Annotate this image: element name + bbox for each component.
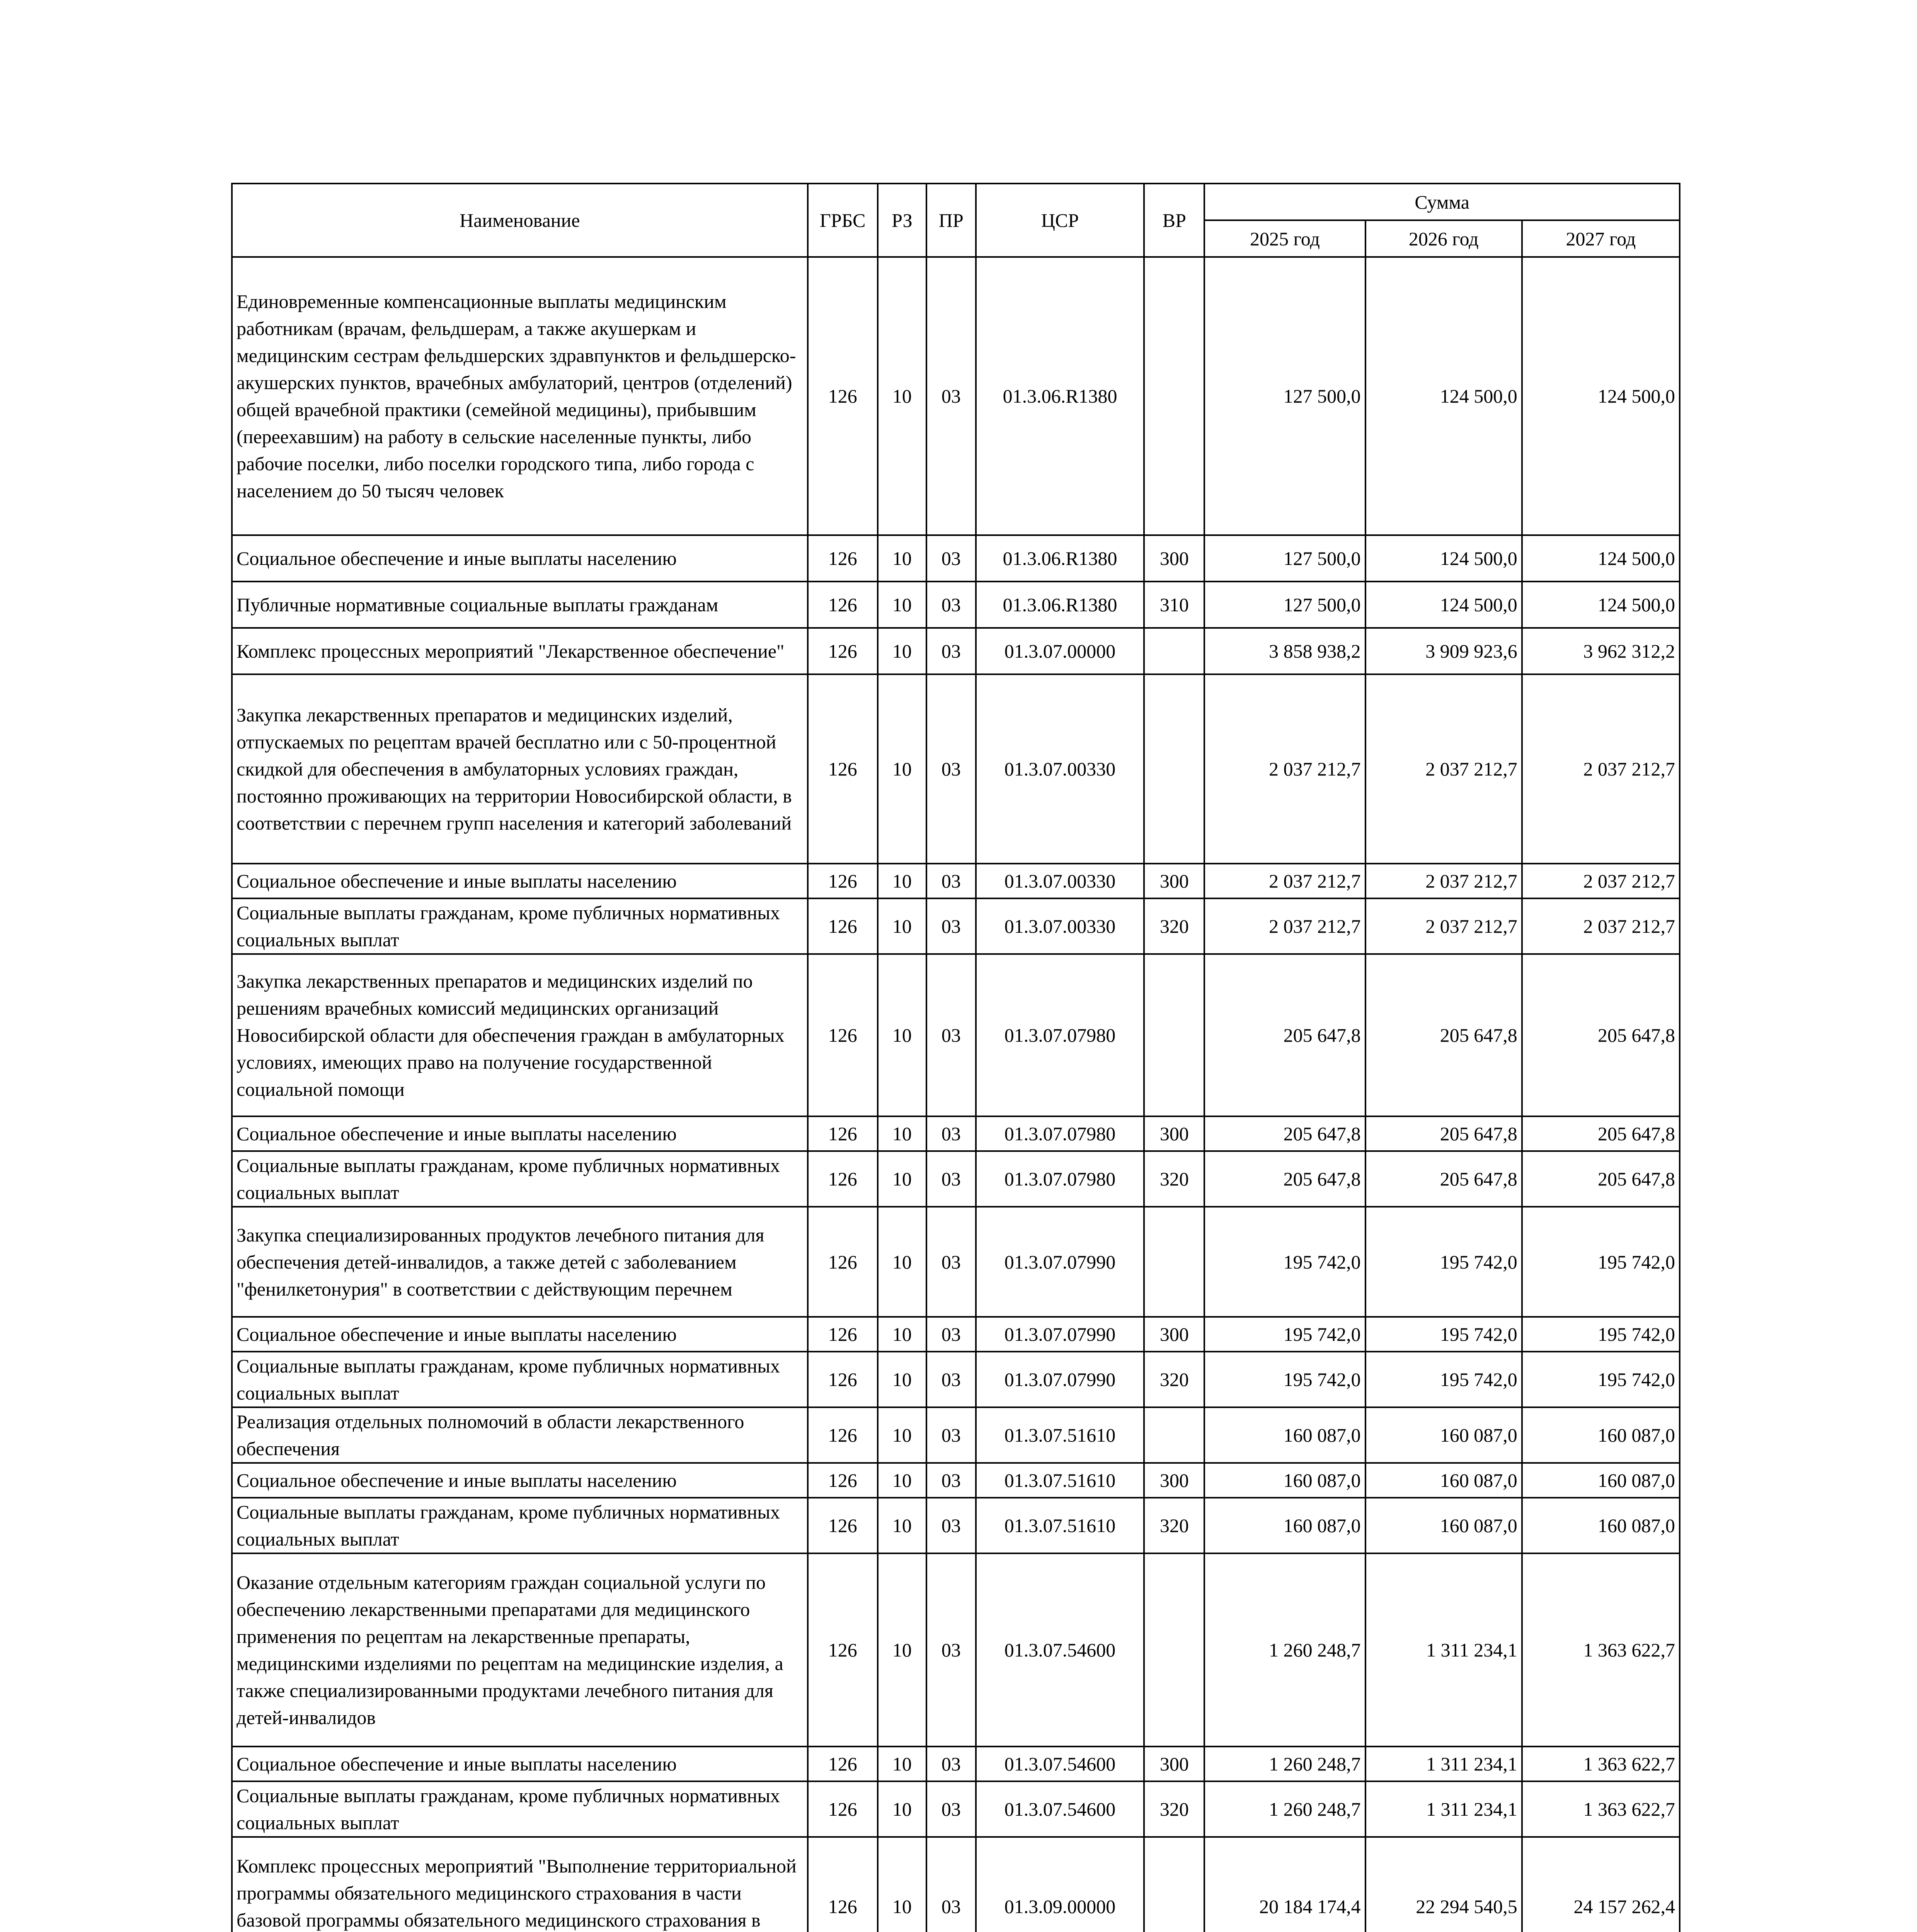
row-pr: 03 — [926, 898, 976, 954]
table-header — [232, 184, 1680, 257]
table-row — [232, 1747, 1680, 1781]
header-sum: Сумма — [1204, 184, 1680, 220]
row-sum-2026: 3 909 923,6 — [1365, 628, 1522, 674]
table-row — [232, 1352, 1680, 1407]
row-vr: 320 — [1144, 898, 1204, 954]
row-csr: 01.3.07.51610 — [976, 1407, 1144, 1463]
row-name: Социальное обеспечение и иные выплаты населению — [232, 535, 808, 582]
row-sum-2026: 2 037 212,7 — [1365, 864, 1522, 898]
row-vr — [1144, 1837, 1204, 1932]
row-sum-2025: 160 087,0 — [1204, 1407, 1365, 1463]
row-sum-2027: 160 087,0 — [1522, 1498, 1680, 1553]
row-sum-2027: 124 500,0 — [1522, 535, 1680, 582]
row-rz: 10 — [878, 1837, 926, 1932]
row-pr: 03 — [926, 582, 976, 628]
row-grbs: 126 — [808, 1151, 878, 1207]
row-sum-2026: 1 311 234,1 — [1365, 1781, 1522, 1837]
row-rz: 10 — [878, 1352, 926, 1407]
row-rz: 10 — [878, 1317, 926, 1352]
row-grbs: 126 — [808, 954, 878, 1116]
row-grbs: 126 — [808, 1352, 878, 1407]
row-sum-2026: 22 294 540,5 — [1365, 1837, 1522, 1932]
header-year-2027: 2027 год — [1522, 220, 1680, 257]
row-pr: 03 — [926, 1553, 976, 1747]
row-grbs: 126 — [808, 1553, 878, 1747]
row-sum-2027: 24 157 262,4 — [1522, 1837, 1680, 1932]
row-grbs: 126 — [808, 1498, 878, 1553]
row-sum-2026: 160 087,0 — [1365, 1498, 1522, 1553]
row-vr: 320 — [1144, 1352, 1204, 1407]
row-rz: 10 — [878, 1463, 926, 1498]
row-sum-2027: 1 363 622,7 — [1522, 1781, 1680, 1837]
row-grbs: 126 — [808, 582, 878, 628]
table-row — [232, 1207, 1680, 1317]
row-name: Социальное обеспечение и иные выплаты населению — [232, 864, 808, 898]
row-vr — [1144, 954, 1204, 1116]
row-sum-2027: 124 500,0 — [1522, 582, 1680, 628]
row-rz: 10 — [878, 257, 926, 535]
row-grbs: 126 — [808, 1463, 878, 1498]
header-pr: ПР — [926, 184, 976, 257]
row-vr — [1144, 1207, 1204, 1317]
row-rz: 10 — [878, 535, 926, 582]
row-sum-2027: 2 037 212,7 — [1522, 674, 1680, 864]
row-name: Закупка специализированных продуктов лечебного питания для обеспечения детей-инвалидов, а также детей с заболеванием "фенилкетонурия" в соответствии с действующим перечнем — [232, 1207, 808, 1317]
row-vr: 320 — [1144, 1498, 1204, 1553]
row-vr: 300 — [1144, 864, 1204, 898]
table-row — [232, 1837, 1680, 1932]
row-name: Социальное обеспечение и иные выплаты населению — [232, 1116, 808, 1151]
row-pr: 03 — [926, 1407, 976, 1463]
row-sum-2025: 2 037 212,7 — [1204, 898, 1365, 954]
table-row — [232, 898, 1680, 954]
row-sum-2027: 195 742,0 — [1522, 1317, 1680, 1352]
row-csr: 01.3.07.00330 — [976, 898, 1144, 954]
row-name: Единовременные компенсационные выплаты медицинским работникам (врачам, фельдшерам, а также акушеркам и медицинским сестрам фельдшерских здравпунктов и фельдшерско-акушерских пунктов, врачебных амбулаторий, центров (отделений) общей врачебной практики (семейной медицины), прибывшим (переехавшим) на работу в сельские населенные пункты, либо рабочие поселки, либо поселки городского типа, либо города с населением до 50 тысяч человек — [232, 257, 808, 535]
table-row — [232, 954, 1680, 1116]
row-pr: 03 — [926, 1747, 976, 1781]
header-grbs: ГРБС — [808, 184, 878, 257]
row-sum-2025: 160 087,0 — [1204, 1463, 1365, 1498]
row-rz: 10 — [878, 898, 926, 954]
row-sum-2026: 195 742,0 — [1365, 1317, 1522, 1352]
table-row — [232, 1463, 1680, 1498]
row-sum-2026: 124 500,0 — [1365, 535, 1522, 582]
row-csr: 01.3.07.00330 — [976, 674, 1144, 864]
row-rz: 10 — [878, 954, 926, 1116]
row-csr: 01.3.07.00000 — [976, 628, 1144, 674]
row-name: Публичные нормативные социальные выплаты гражданам — [232, 582, 808, 628]
row-csr: 01.3.07.54600 — [976, 1553, 1144, 1747]
row-rz: 10 — [878, 864, 926, 898]
row-name: Социальные выплаты гражданам, кроме публичных нормативных социальных выплат — [232, 1498, 808, 1553]
row-pr: 03 — [926, 1837, 976, 1932]
row-sum-2026: 195 742,0 — [1365, 1352, 1522, 1407]
row-sum-2025: 195 742,0 — [1204, 1352, 1365, 1407]
row-pr: 03 — [926, 1463, 976, 1498]
row-grbs: 126 — [808, 1747, 878, 1781]
row-name: Закупка лекарственных препаратов и медицинских изделий, отпускаемых по рецептам врачей бесплатно или с 50-процентной скидкой для обеспечения в амбулаторных условиях граждан, постоянно проживающих на территории Новосибирской области, в соответствии с перечнем групп населения и категорий заболеваний — [232, 674, 808, 864]
row-sum-2027: 205 647,8 — [1522, 954, 1680, 1116]
header-rz: РЗ — [878, 184, 926, 257]
row-sum-2026: 1 311 234,1 — [1365, 1747, 1522, 1781]
row-rz: 10 — [878, 1781, 926, 1837]
row-grbs: 126 — [808, 535, 878, 582]
table-row — [232, 1151, 1680, 1207]
row-sum-2027: 1 363 622,7 — [1522, 1747, 1680, 1781]
row-grbs: 126 — [808, 1116, 878, 1151]
row-sum-2026: 205 647,8 — [1365, 1116, 1522, 1151]
row-csr: 01.3.07.07980 — [976, 1116, 1144, 1151]
row-name: Оказание отдельным категориям граждан социальной услуги по обеспечению лекарственными препаратами для медицинского применения по рецептам на лекарственные препараты, медицинскими изделиями по рецептам на медицинские изделия, а также специализированными продуктами лечебного питания для детей-инвалидов — [232, 1553, 808, 1747]
row-sum-2027: 160 087,0 — [1522, 1407, 1680, 1463]
table-row — [232, 535, 1680, 582]
header-year-2026: 2026 год — [1365, 220, 1522, 257]
row-sum-2025: 195 742,0 — [1204, 1317, 1365, 1352]
row-vr — [1144, 628, 1204, 674]
row-sum-2027: 160 087,0 — [1522, 1463, 1680, 1498]
row-name: Закупка лекарственных препаратов и медицинских изделий по решениям врачебных комиссий медицинских организаций Новосибирской области для обеспечения граждан в амбулаторных условиях, имеющих право на получение государственной социальной помощи — [232, 954, 808, 1116]
row-name: Реализация отдельных полномочий в области лекарственного обеспечения — [232, 1407, 808, 1463]
row-name: Комплекс процессных мероприятий "Выполнение территориальной программы обязательного медицинского страхования в части базовой программы обязательного медицинского страхования в — [232, 1837, 808, 1932]
row-sum-2025: 205 647,8 — [1204, 954, 1365, 1116]
row-vr — [1144, 1553, 1204, 1747]
row-name: Социальные выплаты гражданам, кроме публичных нормативных социальных выплат — [232, 1781, 808, 1837]
row-sum-2026: 160 087,0 — [1365, 1407, 1522, 1463]
row-sum-2026: 2 037 212,7 — [1365, 898, 1522, 954]
header-vr: ВР — [1144, 184, 1204, 257]
row-pr: 03 — [926, 1352, 976, 1407]
row-sum-2025: 2 037 212,7 — [1204, 674, 1365, 864]
row-sum-2025: 2 037 212,7 — [1204, 864, 1365, 898]
row-grbs: 126 — [808, 257, 878, 535]
row-grbs: 126 — [808, 1837, 878, 1932]
table-row — [232, 1407, 1680, 1463]
row-rz: 10 — [878, 582, 926, 628]
row-name: Социальное обеспечение и иные выплаты населению — [232, 1317, 808, 1352]
row-grbs: 126 — [808, 864, 878, 898]
table-row — [232, 257, 1680, 535]
row-csr: 01.3.07.51610 — [976, 1498, 1144, 1553]
row-sum-2025: 127 500,0 — [1204, 257, 1365, 535]
row-grbs: 126 — [808, 628, 878, 674]
row-sum-2026: 1 311 234,1 — [1365, 1553, 1522, 1747]
row-vr: 320 — [1144, 1781, 1204, 1837]
row-sum-2026: 205 647,8 — [1365, 1151, 1522, 1207]
row-vr — [1144, 1407, 1204, 1463]
row-vr: 300 — [1144, 1317, 1204, 1352]
row-pr: 03 — [926, 1207, 976, 1317]
table-row — [232, 864, 1680, 898]
row-sum-2025: 1 260 248,7 — [1204, 1747, 1365, 1781]
table-row — [232, 1317, 1680, 1352]
row-rz: 10 — [878, 1553, 926, 1747]
row-csr: 01.3.07.07980 — [976, 1151, 1144, 1207]
row-sum-2027: 2 037 212,7 — [1522, 898, 1680, 954]
row-sum-2026: 205 647,8 — [1365, 954, 1522, 1116]
row-sum-2027: 195 742,0 — [1522, 1207, 1680, 1317]
row-pr: 03 — [926, 1317, 976, 1352]
row-pr: 03 — [926, 257, 976, 535]
budget-table — [231, 183, 1680, 1932]
row-vr: 320 — [1144, 1151, 1204, 1207]
row-grbs: 126 — [808, 674, 878, 864]
row-sum-2027: 1 363 622,7 — [1522, 1553, 1680, 1747]
row-sum-2027: 3 962 312,2 — [1522, 628, 1680, 674]
row-sum-2026: 195 742,0 — [1365, 1207, 1522, 1317]
row-csr: 01.3.07.54600 — [976, 1781, 1144, 1837]
row-vr: 310 — [1144, 582, 1204, 628]
row-rz: 10 — [878, 1207, 926, 1317]
row-csr: 01.3.07.51610 — [976, 1463, 1144, 1498]
row-csr: 01.3.06.R1380 — [976, 257, 1144, 535]
row-sum-2025: 3 858 938,2 — [1204, 628, 1365, 674]
row-rz: 10 — [878, 1747, 926, 1781]
row-sum-2025: 20 184 174,4 — [1204, 1837, 1365, 1932]
row-grbs: 126 — [808, 1407, 878, 1463]
row-pr: 03 — [926, 1151, 976, 1207]
row-pr: 03 — [926, 628, 976, 674]
row-grbs: 126 — [808, 898, 878, 954]
table-row — [232, 628, 1680, 674]
row-csr: 01.3.09.00000 — [976, 1837, 1144, 1932]
row-name: Социальное обеспечение и иные выплаты населению — [232, 1747, 808, 1781]
row-csr: 01.3.07.54600 — [976, 1747, 1144, 1781]
row-grbs: 126 — [808, 1207, 878, 1317]
table-row — [232, 1498, 1680, 1553]
row-vr: 300 — [1144, 1747, 1204, 1781]
row-rz: 10 — [878, 628, 926, 674]
row-pr: 03 — [926, 1498, 976, 1553]
row-sum-2027: 2 037 212,7 — [1522, 864, 1680, 898]
row-name: Социальные выплаты гражданам, кроме публичных нормативных социальных выплат — [232, 898, 808, 954]
row-sum-2025: 160 087,0 — [1204, 1498, 1365, 1553]
row-sum-2027: 205 647,8 — [1522, 1116, 1680, 1151]
row-csr: 01.3.07.07980 — [976, 954, 1144, 1116]
row-sum-2027: 124 500,0 — [1522, 257, 1680, 535]
table-row — [232, 1116, 1680, 1151]
row-pr: 03 — [926, 535, 976, 582]
header-csr: ЦСР — [976, 184, 1144, 257]
row-csr: 01.3.07.07990 — [976, 1317, 1144, 1352]
row-csr: 01.3.07.07990 — [976, 1352, 1144, 1407]
table-row — [232, 1553, 1680, 1747]
row-vr: 300 — [1144, 1116, 1204, 1151]
row-rz: 10 — [878, 1116, 926, 1151]
row-sum-2026: 160 087,0 — [1365, 1463, 1522, 1498]
row-vr: 300 — [1144, 535, 1204, 582]
table-row — [232, 582, 1680, 628]
row-rz: 10 — [878, 1407, 926, 1463]
row-rz: 10 — [878, 1498, 926, 1553]
row-csr: 01.3.07.00330 — [976, 864, 1144, 898]
row-sum-2025: 1 260 248,7 — [1204, 1553, 1365, 1747]
row-rz: 10 — [878, 674, 926, 864]
row-sum-2025: 127 500,0 — [1204, 535, 1365, 582]
table-row — [232, 674, 1680, 864]
row-sum-2025: 127 500,0 — [1204, 582, 1365, 628]
row-pr: 03 — [926, 1781, 976, 1837]
row-grbs: 126 — [808, 1317, 878, 1352]
row-sum-2025: 205 647,8 — [1204, 1116, 1365, 1151]
row-pr: 03 — [926, 1116, 976, 1151]
table-row — [232, 1781, 1680, 1837]
header-name: Наименование — [232, 184, 808, 257]
row-sum-2026: 124 500,0 — [1365, 257, 1522, 535]
row-grbs: 126 — [808, 1781, 878, 1837]
row-sum-2026: 124 500,0 — [1365, 582, 1522, 628]
row-sum-2026: 2 037 212,7 — [1365, 674, 1522, 864]
row-rz: 10 — [878, 1151, 926, 1207]
row-vr — [1144, 257, 1204, 535]
row-vr — [1144, 674, 1204, 864]
row-pr: 03 — [926, 674, 976, 864]
table-body — [232, 257, 1680, 1932]
row-vr: 300 — [1144, 1463, 1204, 1498]
row-csr: 01.3.07.07990 — [976, 1207, 1144, 1317]
row-csr: 01.3.06.R1380 — [976, 535, 1144, 582]
row-name: Социальные выплаты гражданам, кроме публичных нормативных социальных выплат — [232, 1151, 808, 1207]
row-name: Комплекс процессных мероприятий "Лекарственное обеспечение" — [232, 628, 808, 674]
row-pr: 03 — [926, 954, 976, 1116]
header-year-2025: 2025 год — [1204, 220, 1365, 257]
row-sum-2025: 195 742,0 — [1204, 1207, 1365, 1317]
row-sum-2027: 195 742,0 — [1522, 1352, 1680, 1407]
row-sum-2027: 205 647,8 — [1522, 1151, 1680, 1207]
row-sum-2025: 205 647,8 — [1204, 1151, 1365, 1207]
row-sum-2025: 1 260 248,7 — [1204, 1781, 1365, 1837]
row-csr: 01.3.06.R1380 — [976, 582, 1144, 628]
row-pr: 03 — [926, 864, 976, 898]
row-name: Социальное обеспечение и иные выплаты населению — [232, 1463, 808, 1498]
row-name: Социальные выплаты гражданам, кроме публичных нормативных социальных выплат — [232, 1352, 808, 1407]
